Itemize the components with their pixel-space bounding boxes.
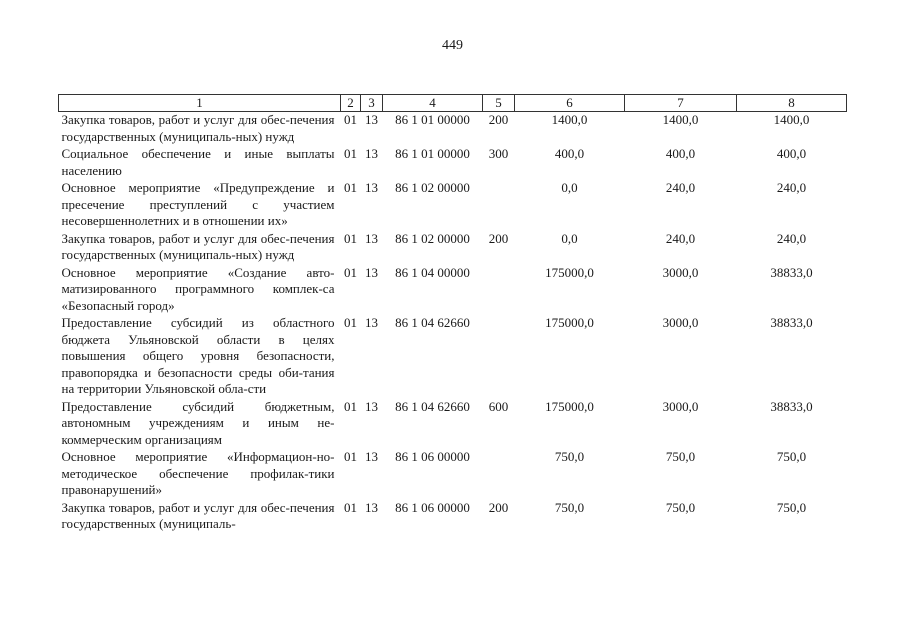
header-col-5: 5 (483, 95, 515, 112)
row-subsection: 13 (365, 499, 378, 515)
row-value-8: 750,0 (776, 499, 807, 515)
row-value-6: 0,0 (561, 230, 578, 246)
table-row (59, 231, 847, 265)
row-value-7: 3000,0 (662, 398, 699, 414)
row-value-7: 3000,0 (662, 264, 699, 280)
row-expense-type: 200 (488, 112, 509, 127)
row-value-6: 0,0 (561, 180, 578, 195)
row-value-7: 750,0 (665, 499, 696, 515)
row-subsection: 13 (365, 230, 378, 246)
table-row (59, 500, 847, 534)
row-value-8: 240,0 (776, 230, 807, 246)
row-target-code: 86 1 01 00000 (395, 112, 470, 127)
row-value-6: 750,0 (554, 449, 585, 464)
row-section: 01 (344, 264, 357, 280)
header-col-7: 7 (625, 95, 737, 112)
row-value-7: 240,0 (665, 230, 696, 246)
row-expense-type: 600 (488, 398, 509, 414)
row-section: 01 (344, 499, 357, 515)
row-value-8: 240,0 (776, 180, 807, 195)
table-row (59, 180, 847, 231)
row-section: 01 (344, 180, 357, 195)
row-value-6: 175000,0 (545, 315, 594, 330)
row-expense-type (483, 265, 515, 316)
row-value-7: 750,0 (665, 449, 696, 464)
header-col-8: 8 (737, 95, 847, 112)
row-value-8: 38833,0 (770, 315, 813, 330)
row-name: Предоставление субсидий бюджетным, автономным учреждениям и иным не-коммерческим организациям (61, 398, 335, 447)
row-target-code: 86 1 04 62660 (395, 315, 470, 330)
row-subsection: 13 (365, 398, 378, 414)
row-name: Основное мероприятие «Предупреждение и пресечение преступлений с участием несовершеннолетних и в отношении их» (61, 180, 335, 228)
row-subsection: 13 (365, 146, 378, 161)
page-number: 449 (442, 38, 463, 53)
row-value-7: 240,0 (665, 180, 696, 195)
row-expense-type: 300 (488, 146, 509, 161)
row-target-code: 86 1 01 00000 (395, 146, 470, 161)
row-value-6: 175000,0 (545, 398, 594, 414)
row-section: 01 (344, 449, 357, 464)
header-col-3: 3 (361, 95, 383, 112)
row-value-7: 1400,0 (662, 112, 699, 127)
row-target-code: 86 1 02 00000 (395, 230, 470, 246)
row-value-6: 400,0 (554, 146, 585, 161)
row-value-6: 750,0 (554, 499, 585, 515)
row-name: Закупка товаров, работ и услуг для обес-печения государственных (муниципаль-ных) нужд (61, 112, 335, 144)
table-row (59, 449, 847, 500)
row-section: 01 (344, 398, 357, 414)
row-section: 01 (344, 112, 357, 127)
row-subsection: 13 (365, 449, 378, 464)
row-subsection: 13 (365, 112, 378, 127)
row-name: Основное мероприятие «Создание авто-матизированного программного комплек-са «Безопасный город» (61, 264, 335, 313)
row-target-code: 86 1 06 00000 (395, 449, 470, 464)
row-expense-type: 200 (488, 230, 509, 246)
row-value-6: 1400,0 (551, 112, 588, 127)
table-row (59, 146, 847, 180)
row-target-code: 86 1 02 00000 (395, 180, 470, 195)
row-section: 01 (344, 230, 357, 246)
row-value-7: 400,0 (665, 146, 696, 161)
row-name: Предоставление субсидий из областного бюджета Ульяновской области в целях повышения общего уровня безопасности, правопорядка и безопасности среды оби-тания на территории Ульяновской обла-сти (61, 315, 335, 396)
row-value-8: 750,0 (776, 449, 807, 464)
row-expense-type (483, 315, 515, 399)
row-expense-type (483, 180, 515, 231)
row-value-8: 400,0 (776, 146, 807, 161)
table-row (59, 315, 847, 399)
row-target-code: 86 1 04 62660 (395, 398, 470, 414)
header-col-6: 6 (515, 95, 625, 112)
header-row (59, 95, 847, 112)
row-name: Закупка товаров, работ и услуг для обес-печения государственных (муниципаль- (61, 499, 335, 531)
header-col-4: 4 (383, 95, 483, 112)
header-col-2: 2 (341, 95, 361, 112)
row-name: Основное мероприятие «Информацион-но-методическое обеспечение профилак-тики правонарушений» (61, 449, 335, 497)
row-name: Социальное обеспечение и иные выплаты населению (61, 146, 335, 178)
row-value-8: 1400,0 (773, 112, 810, 127)
row-subsection: 13 (365, 264, 378, 280)
row-target-code: 86 1 04 00000 (395, 264, 470, 280)
header-col-1: 1 (59, 95, 341, 112)
row-target-code: 86 1 06 00000 (395, 499, 470, 515)
table-row (59, 399, 847, 450)
row-expense-type: 200 (488, 499, 509, 515)
table-row (59, 265, 847, 316)
row-section: 01 (344, 146, 357, 161)
row-value-8: 38833,0 (770, 264, 813, 280)
row-value-6: 175000,0 (545, 264, 594, 280)
row-expense-type (483, 449, 515, 500)
row-section: 01 (344, 315, 357, 330)
row-subsection: 13 (365, 315, 378, 330)
budget-table (58, 94, 847, 534)
row-value-8: 38833,0 (770, 398, 813, 414)
row-name: Закупка товаров, работ и услуг для обес-печения государственных (муниципаль-ных) нужд (61, 230, 335, 262)
row-subsection: 13 (365, 180, 378, 195)
table-row (59, 112, 847, 147)
row-value-7: 3000,0 (662, 315, 699, 330)
